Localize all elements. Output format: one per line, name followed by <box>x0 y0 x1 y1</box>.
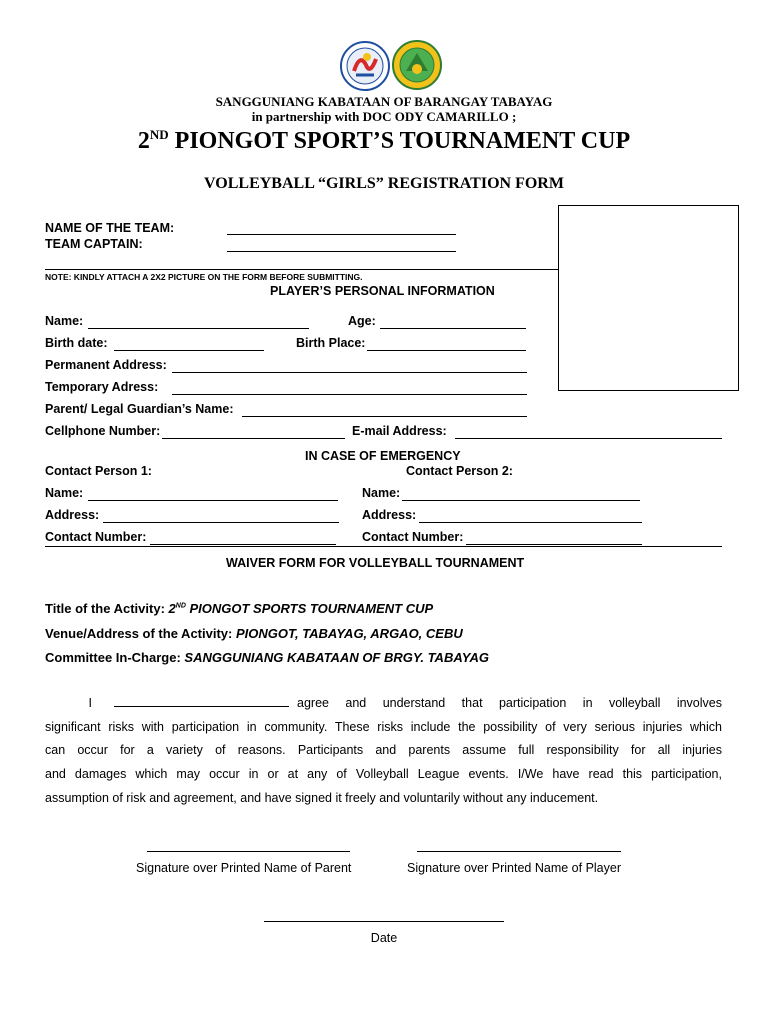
parent-signature-label: Signature over Printed Name of Parent <box>136 861 352 875</box>
venue-value: PIONGOT, TABAYAG, ARGAO, CEBU <box>235 626 463 641</box>
committee-line <box>45 650 489 665</box>
permanent-address-field[interactable] <box>172 372 527 373</box>
venue-line <box>45 626 463 641</box>
birth-date-field[interactable] <box>114 350 264 351</box>
name-field[interactable] <box>88 328 309 329</box>
waiver-line-4: and damages which may occur in or at any of Volleyball League events. I/We have read this participation, <box>45 767 722 782</box>
cellphone-label: Cellphone Number: <box>45 424 161 438</box>
contact2-name-field[interactable] <box>402 500 640 501</box>
name-label: Name: <box>45 314 84 328</box>
committee-value: SANGGUNIANG KABATAAN OF BRGY. TABAYAG <box>184 650 489 665</box>
org-name: SANGGUNIANG KABATAAN OF BARANGAY TABAYAG <box>215 94 553 109</box>
birth-place-label: Birth Place: <box>296 336 366 350</box>
contact2-number-field[interactable] <box>466 544 642 545</box>
contact1-number-label: Contact Number: <box>45 530 147 544</box>
contact2-heading: Contact Person 2: <box>406 464 513 478</box>
personal-info-heading: PLAYER’S PERSONAL INFORMATION <box>270 284 495 298</box>
team-name-label: NAME OF THE TEAM: <box>45 221 175 235</box>
barangay-seal-icon <box>392 39 442 91</box>
email-field[interactable] <box>455 438 722 439</box>
temporary-address-field[interactable] <box>172 394 527 395</box>
temporary-address-label: Temporary Adress: <box>45 380 159 394</box>
form-title: VOLLEYBALL “GIRLS” REGISTRATION FORM <box>204 175 564 192</box>
email-label: E-mail Address: <box>352 424 447 438</box>
contact2-number-label: Contact Number: <box>362 530 464 544</box>
cellphone-field[interactable] <box>162 438 345 439</box>
guardian-field[interactable] <box>242 416 527 417</box>
section-divider <box>45 546 722 547</box>
birth-date-label: Birth date: <box>45 336 108 350</box>
activity-value: PIONGOT SPORTS TOURNAMENT CUP <box>185 601 434 616</box>
participant-name-field[interactable] <box>114 695 289 707</box>
partner-line: in partnership with DOC ODY CAMARILLO ; <box>251 109 517 124</box>
venue-label: Venue/Address of the Activity: <box>45 626 233 641</box>
date-label: Date <box>370 931 398 945</box>
tournament-title <box>0 127 768 155</box>
photo-note: NOTE: KINDLY ATTACH A 2X2 PICTURE ON THE FORM BEFORE SUBMITTING. <box>45 272 363 282</box>
player-signature-label: Signature over Printed Name of Player <box>407 861 621 875</box>
contact1-name-field[interactable] <box>88 500 338 501</box>
team-name-field[interactable] <box>227 234 456 235</box>
permanent-address-label: Permanent Address: <box>45 358 167 372</box>
committee-label: Committee In-Charge: <box>45 650 181 665</box>
activity-superscript: ND <box>175 602 186 610</box>
title-text: PIONGOT SPORT’S TOURNAMENT CUP <box>168 128 631 154</box>
contact1-number-field[interactable] <box>150 544 336 545</box>
waiver-paragraph <box>45 692 722 811</box>
contact1-address-field[interactable] <box>103 522 339 523</box>
waiver-line-2: significant risks with participation in community. These risks include the possibility of very serious injuries which <box>45 719 722 734</box>
contact1-heading: Contact Person 1: <box>45 464 152 478</box>
parent-signature-field[interactable] <box>147 851 350 852</box>
contact2-address-label: Address: <box>362 508 417 522</box>
activity-line <box>45 601 433 616</box>
sk-seal-icon <box>340 41 390 91</box>
contact2-address-field[interactable] <box>419 522 642 523</box>
contact2-name-label: Name: <box>362 486 401 500</box>
birth-place-field[interactable] <box>367 350 526 351</box>
team-captain-label: TEAM CAPTAIN: <box>45 237 143 251</box>
activity-number: 2 <box>168 601 176 616</box>
waiver-heading: WAIVER FORM FOR VOLLEYBALL TOURNAMENT <box>226 556 525 570</box>
divider-line <box>45 269 558 270</box>
player-signature-field[interactable] <box>417 851 621 852</box>
waiver-line-3: can occur for a variety of reasons. Participants and parents assume full responsibility for all injuries <box>45 743 722 758</box>
photo-box[interactable] <box>558 205 739 391</box>
title-number: 2 <box>137 128 150 154</box>
contact1-address-label: Address: <box>45 508 100 522</box>
waiver-line-5: assumption of risk and agreement, and have signed it freely and voluntarily without any inducement. <box>45 790 599 805</box>
waiver-line-1 <box>45 692 722 716</box>
date-field[interactable] <box>264 921 504 922</box>
age-label: Age: <box>348 314 376 328</box>
contact1-name-label: Name: <box>45 486 84 500</box>
title-superscript: ND <box>149 127 169 142</box>
age-field[interactable] <box>380 328 526 329</box>
activity-label: Title of the Activity: <box>45 601 165 616</box>
waiver-line-1-text: agree and understand that participation in volleyball involves <box>297 696 722 710</box>
team-captain-field[interactable] <box>227 251 456 252</box>
guardian-label: Parent/ Legal Guardian’s Name: <box>45 402 234 416</box>
emergency-heading: IN CASE OF EMERGENCY <box>305 449 461 463</box>
waiver-i: I <box>88 696 92 710</box>
